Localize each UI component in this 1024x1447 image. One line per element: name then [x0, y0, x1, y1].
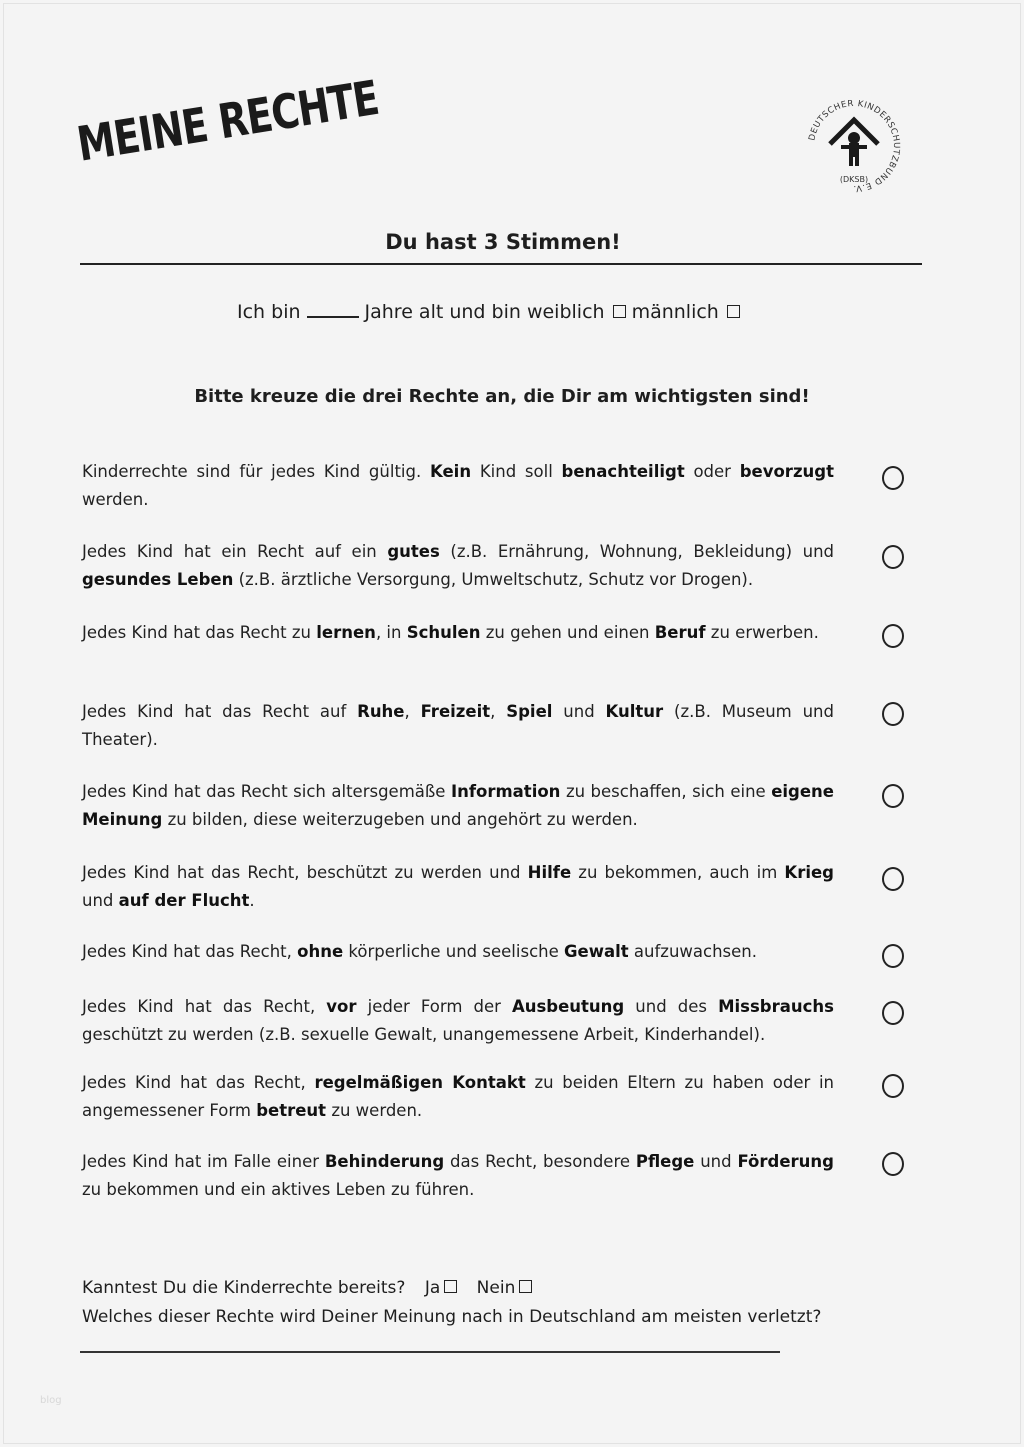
- answer-line-field[interactable]: [80, 1351, 780, 1353]
- right-text: Jedes Kind hat das Recht zu lernen, in Schulen zu gehen und einen Beruf zu erwerben.: [82, 623, 819, 642]
- divider: [80, 263, 922, 265]
- vote-radio-circle[interactable]: [882, 1152, 904, 1176]
- right-item: [82, 778, 922, 834]
- right-item: [82, 458, 922, 514]
- right-item: [82, 1148, 922, 1204]
- vote-radio-circle[interactable]: [882, 784, 904, 808]
- vote-radio-circle[interactable]: [882, 545, 904, 569]
- right-text: Jedes Kind hat das Recht auf Ruhe, Freizeit, Spiel und Kultur (z.B. Museum und Theater).: [82, 702, 834, 749]
- page-title: MEINE RECHTE: [73, 70, 382, 172]
- no-label: Nein: [476, 1278, 516, 1298]
- vote-radio-circle[interactable]: [882, 702, 904, 726]
- vote-radio-circle[interactable]: [882, 867, 904, 891]
- right-text: Kinderrechte sind für jedes Kind gültig. Kein Kind soll benachteiligt oder bevorzugt werden.: [82, 462, 834, 509]
- house-with-child-icon: [830, 120, 878, 166]
- right-item: [82, 859, 922, 915]
- logo-abbr: (DKSB): [839, 175, 869, 184]
- checkbox-yes[interactable]: [444, 1280, 457, 1293]
- vote-radio-circle[interactable]: [882, 1074, 904, 1098]
- right-item: [82, 1069, 922, 1125]
- age-prefix: Ich bin: [237, 301, 301, 323]
- right-item: [82, 619, 922, 647]
- age-middle-text: Jahre alt und bin weiblich: [364, 301, 605, 323]
- right-text: Jedes Kind hat das Recht sich altersgemäße Information zu beschaffen, sich eine eigene Meinung zu bilden, diese weiterzugeben und angehört zu werden.: [82, 782, 834, 829]
- vote-radio-circle[interactable]: [882, 944, 904, 968]
- logo-ring-text: DEUTSCHER KINDERSCHUTZBUND E.V.: [807, 98, 902, 194]
- watermark: blog: [40, 1395, 62, 1406]
- right-item: [82, 538, 922, 594]
- right-item: [82, 993, 922, 1049]
- right-text: Jedes Kind hat ein Recht auf ein gutes (z.B. Ernährung, Wohnung, Bekleidung) und gesundes Leben (z.B. ärztliche Versorgung, Umweltschutz, Schutz vor Drogen).: [82, 542, 834, 589]
- vote-radio-circle[interactable]: [882, 466, 904, 490]
- right-text: Jedes Kind hat das Recht, ohne körperliche und seelische Gewalt aufzuwachsen.: [82, 942, 757, 961]
- age-gender-line: [237, 298, 746, 323]
- checkbox-male[interactable]: [727, 305, 740, 318]
- checkbox-no[interactable]: [519, 1280, 532, 1293]
- right-text: Jedes Kind hat das Recht, regelmäßigen Kontakt zu beiden Eltern zu haben oder in angemessener Form betreut zu werden.: [82, 1073, 835, 1120]
- dksb-logo: [800, 92, 908, 200]
- right-text: Jedes Kind hat das Recht, vor jeder Form der Ausbeutung und des Missbrauchs geschützt zu werden (z.B. sexuelle Gewalt, unangemessene Arbeit, Kinderhandel).: [82, 997, 834, 1044]
- right-item: [82, 938, 922, 966]
- yes-label: Ja: [424, 1278, 441, 1298]
- footer-question-known: Kanntest Du die Kinderrechte bereits? Ja Nein: [82, 1278, 538, 1298]
- male-label: männlich: [631, 301, 719, 323]
- right-item: [82, 698, 922, 754]
- footer-question-violated: Welches dieser Rechte wird Deiner Meinung nach in Deutschland am meisten verletzt?: [82, 1307, 822, 1327]
- age-blank-field[interactable]: [307, 298, 359, 318]
- checkbox-female[interactable]: [613, 305, 626, 318]
- vote-radio-circle[interactable]: [882, 1001, 904, 1025]
- instruction-text: Bitte kreuze die drei Rechte an, die Dir am wichtigsten sind!: [194, 386, 810, 407]
- heading-votes: Du hast 3 Stimmen!: [385, 230, 621, 254]
- right-text: Jedes Kind hat das Recht, beschützt zu werden und Hilfe zu bekommen, auch im Krieg und auf der Flucht.: [82, 863, 834, 910]
- vote-radio-circle[interactable]: [882, 624, 904, 648]
- right-text: Jedes Kind hat im Falle einer Behinderung das Recht, besondere Pflege und Förderung zu bekommen und ein aktives Leben zu führen.: [82, 1152, 834, 1199]
